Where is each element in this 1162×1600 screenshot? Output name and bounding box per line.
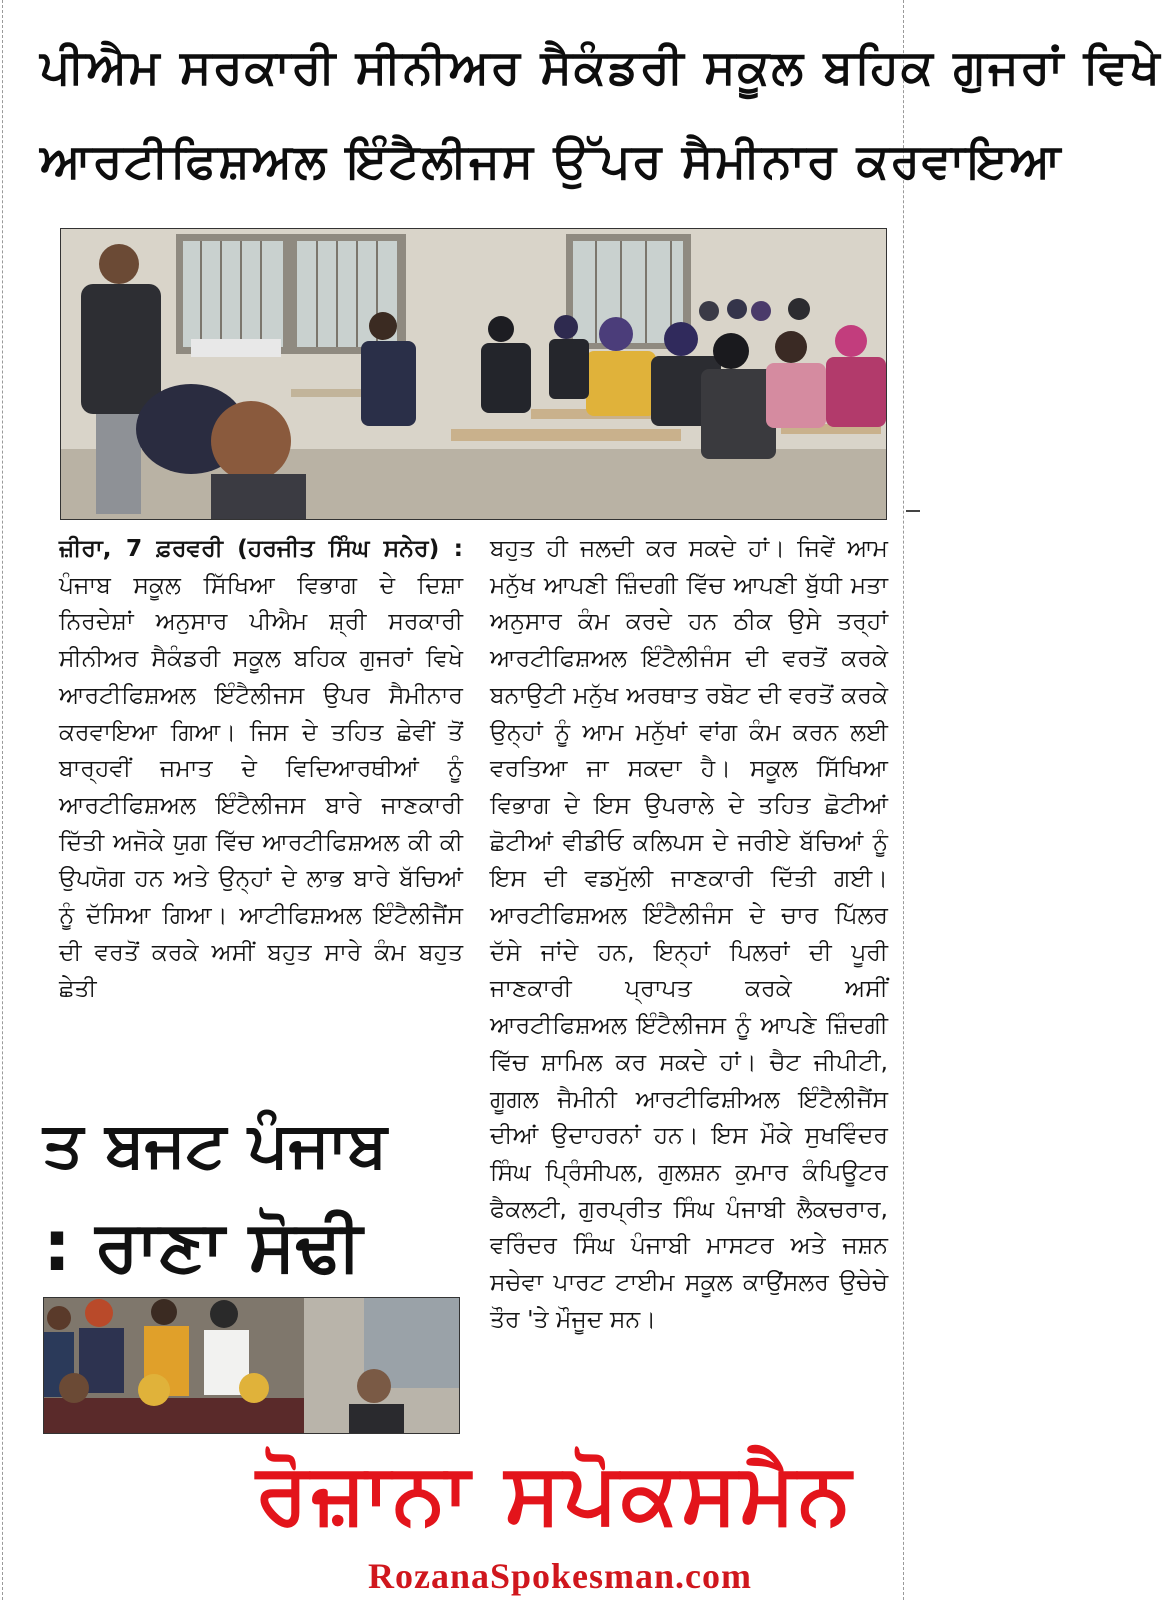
article-dateline: ਜ਼ੀਰਾ, 7 ਫ਼ਰਵਰੀ (ਹਰਜੀਤ ਸਿੰਘ ਸਨੇਰ) : <box>59 534 463 562</box>
article-column-left <box>59 530 463 1007</box>
article-body-right: ਬਹੁਤ ਹੀ ਜਲਦੀ ਕਰ ਸਕਦੇ ਹਾਂ। ਜਿਵੇਂ ਆਮ ਮਨੁੱਖ ਆਪਣੀ ਜ਼ਿੰਦਗੀ ਵਿੱਚ ਆਪਣੀ ਬੁੱਧੀ ਮਤਾ ਅਨੁਸਾਰ ਕੰਮ ਕਰਦੇ ਹਨ ਠੀਕ ਉਸੇ ਤਰ੍ਹਾਂ ਆਰਟੀਫਿਸ਼ਅਲ ਇੰਟੈਲੀਜੰਸ ਦੀ ਵਰਤੋਂ ਕਰਕੇ ਬਨਾਉਟੀ ਮਨੁੱਖ ਅਰਥਾਤ ਰਬੋਟ ਦੀ ਵਰਤੋਂ ਕਰਕੇ ਉਨ੍ਹਾਂ ਨੂੰ ਆਮ ਮਨੁੱਖਾਂ ਵਾਂਗ ਕੰਮ ਕਰਨ ਲਈ ਵਰਤਿਆ ਜਾ ਸਕਦਾ ਹੈ। ਸਕੂਲ ਸਿੱਖਿਆ ਵਿਭਾਗ ਦੇ ਇਸ ਉਪਰਾਲੇ ਦੇ ਤਹਿਤ ਛੋਟੀਆਂ ਛੋਟੀਆਂ ਵੀਡੀਓ ਕਲਿਪਸ ਦੇ ਜਰੀਏ ਬੱਚਿਆਂ ਨੂੰ ਇਸ ਦੀ ਵਡਮੁੱਲੀ ਜਾਣਕਾਰੀ ਦਿੱਤੀ ਗਈ। ਆਰਟੀਫਿਸ਼ਅਲ ਇੰਟੈਲੀਜੰਸ ਦੇ ਚਾਰ ਪਿੱਲਰ ਦੱਸੇ ਜਾਂਦੇ ਹਨ, ਇਨ੍ਹਾਂ ਪਿਲਰਾਂ ਦੀ ਪੂਰੀ ਜਾਣਕਾਰੀ ਪ੍ਰਾਪਤ ਕਰਕੇ ਅਸੀਂ ਆਰਟੀਫਿਸ਼ਅਲ ਇੰਟੈਲੀਜਸ ਨੂੰ ਆਪਣੇ ਜ਼ਿੰਦਗੀ ਵਿੱਚ ਸ਼ਾਮਿਲ ਕਰ ਸਕਦੇ ਹਾਂ। ਚੈਟ ਜੀਪੀਟੀ, ਗੂਗਲ ਜੈਮੀਨੀ ਆਰਟੀਫਿਸ਼ੀਅਲ ਇੰਟੈਲੀਜੈਂਸ ਦੀਆਂ ਉਦਾਹਰਨਾਂ ਹਨ। ਇਸ ਮੌਕੇ ਸੁਖਵਿੰਦਰ ਸਿੰਘ ਪ੍ਰਿੰਸੀਪਲ, ਗੁਲਸ਼ਨ ਕੁਮਾਰ ਕੰਪਿਊਟਰ ਫੈਕਲਟੀ, ਗੁਰਪ੍ਰੀਤ ਸਿੰਘ ਪੰਜਾਬੀ ਲੈਕਚਰਾਰ, ਵਰਿੰਦਰ ਸਿੰਘ ਪੰਜਾਬੀ ਮਾਸਟਰ ਅਤੇ ਜਸ਼ਨ ਸਚੇਵਾ ਪਾਰਟ ਟਾਈਮ ਸਕੂਲ ਕਾਉਂਸਲਰ ਉਚੇਚੇ ਤੌਰ 'ਤੇ ਮੌਜੂਦ ਸਨ। <box>490 534 888 1333</box>
adjacent-story-photo <box>43 1297 460 1434</box>
page-edge-right <box>903 0 904 1600</box>
headline-line-2: ਆਰਟੀਫਿਸ਼ਅਲ ਇੰਟੈਲੀਜਸ ਉੱਪਰ ਸੈਮੀਨਾਰ ਕਰਵਾਇਆ <box>40 134 1063 189</box>
newspaper-website: RozanaSpokesman.com <box>367 1556 753 1596</box>
fold-mark <box>906 510 920 512</box>
adjacent-story-headline-1: ਤ ਬਜਟ ਪੰਜਾਬ <box>43 1108 388 1181</box>
newspaper-masthead-logo: ਰੋਜ਼ਾਨਾ ਸਪੋਕਸਮੈਨ <box>256 1444 854 1542</box>
page-edge-left <box>2 0 3 1600</box>
seminar-classroom-photo <box>60 228 887 520</box>
article-column-right <box>490 530 888 1337</box>
adjacent-story-headline-2: : ਰਾਣਾ ਸੋਢੀ <box>43 1205 363 1287</box>
headline-line-1: ਪੀਐਮ ਸਰਕਾਰੀ ਸੀਨੀਅਰ ਸੈਕੰਡਰੀ ਸਕੂਲ ਬਹਿਕ ਗੁਜਰਾਂ ਵਿਖੇ <box>40 40 1162 95</box>
article-body-left: ਪੰਜਾਬ ਸਕੂਲ ਸਿੱਖਿਆ ਵਿਭਾਗ ਦੇ ਦਿਸ਼ਾ ਨਿਰਦੇਸ਼ਾਂ ਅਨੁਸਾਰ ਪੀਐਮ ਸ਼੍ਰੀ ਸਰਕਾਰੀ ਸੀਨੀਅਰ ਸੈਕੰਡਰੀ ਸਕੂਲ ਬਹਿਕ ਗੁਜਰਾਂ ਵਿਖੇ ਆਰਟੀਫਿਸ਼ਅਲ ਇੰਟੈਲੀਜਸ ਉਪਰ ਸੈਮੀਨਾਰ ਕਰਵਾਇਆ ਗਿਆ। ਜਿਸ ਦੇ ਤਹਿਤ ਛੇਵੀਂ ਤੋਂ ਬਾਰ੍ਹਵੀਂ ਜਮਾਤ ਦੇ ਵਿਦਿਆਰਥੀਆਂ ਨੂੰ ਆਰਟੀਫਿਸ਼ਅਲ ਇੰਟੈਲੀਜਸ ਬਾਰੇ ਜਾਣਕਾਰੀ ਦਿੱਤੀ ਅਜੋਕੇ ਯੁਗ ਵਿੱਚ ਆਰਟੀਫਿਸ਼ਅਲ ਕੀ ਕੀ ਉਪਯੋਗ ਹਨ ਅਤੇ ਉਨ੍ਹਾਂ ਦੇ ਲਾਭ ਬਾਰੇ ਬੱਚਿਆਂ ਨੂੰ ਦੱਸਿਆ ਗਿਆ। ਆਟੀਫਿਸ਼ਅਲ ਇੰਟੈਲੀਜੈਂਸ ਦੀ ਵਰਤੋਂ ਕਰਕੇ ਅਸੀਂ ਬਹੁਤ ਸਾਰੇ ਕੰਮ ਬਹੁਤ ਛੇਤੀ <box>59 570 463 1003</box>
